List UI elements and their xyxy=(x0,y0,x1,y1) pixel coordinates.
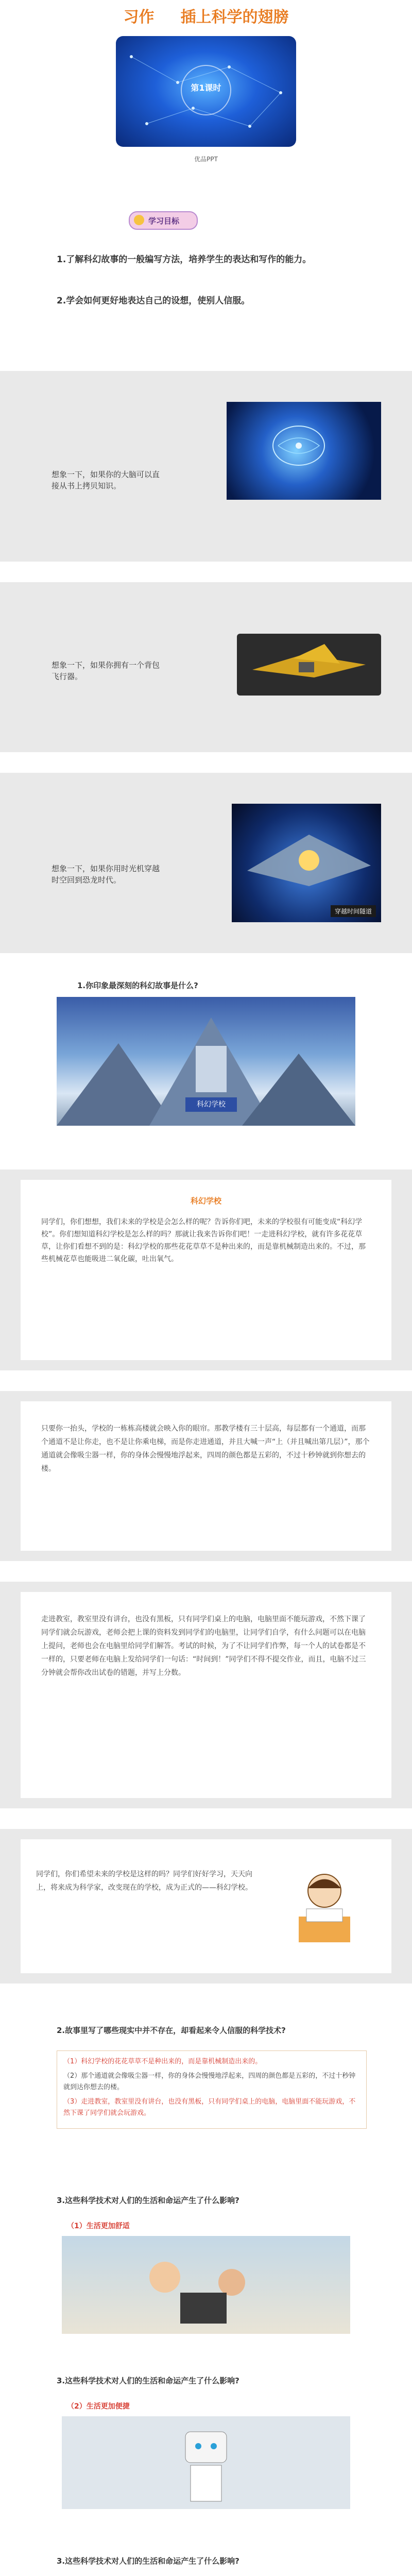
student-reading-icon xyxy=(278,1860,371,1953)
cover-title xyxy=(0,4,412,27)
sci-fi-school-image xyxy=(57,997,355,1126)
q3b-heading: 3.这些科学技术对人们的生活和命运产生了什么影响? xyxy=(57,2376,239,2385)
q3-slide-3 xyxy=(0,2545,412,2576)
q3a-label: （1）生活更加舒适 xyxy=(67,2222,130,2230)
q2-item-3: （3）走进教室，教室里没有讲台，也没有黑板，只有同学们桌上的电脑，电脑里面不能玩游戏，不然下课了同学们就会玩游戏。 xyxy=(63,2098,356,2117)
passage-slide-3 xyxy=(0,1582,412,1808)
q2-item-1: （1）科幻学校的花花草草不是种出来的，而是靠机械制造出来的。 xyxy=(63,2058,262,2065)
sci-fi-school-caption: 科幻学校 xyxy=(185,1097,237,1112)
q3-slide-2 xyxy=(0,2365,412,2519)
q3a-heading: 3.这些科学技术对人们的生活和命运产生了什么影响? xyxy=(57,2196,239,2205)
comfortable-life-image xyxy=(62,2236,350,2334)
lesson-tag: 第1课时 xyxy=(191,83,221,93)
imagine-text-1: 想象一下，如果你的大脑可以直接从书上拷贝知识。 xyxy=(52,470,160,490)
q2-heading: 2.故事里写了哪些现实中并不存在，却看起来令人信服的科学技术? xyxy=(57,2026,286,2035)
passage-slide-4 xyxy=(0,1829,412,1984)
timemachine-caption: 穿越时间隧道 xyxy=(331,905,376,917)
passage-3-text: 走进教室，教室里没有讲台，也没有黑板，只有同学们桌上的电脑，电脑里面不能玩游戏，不然下课了同学们就会玩游戏，老师会把上课的资料发到同学们的电脑里，让同学们自学，有什么问题可以在电脑上提问，老师也会在电脑里给同学们解答。考试的时候，为了不让同学们作弊，每一个人的试卷都是不一样的，只要老师在电脑上发给同学们一句话：“时间到！”同学们不得不提交作业，而且，电脑不过三分钟就会帮你改出试卷的错题，并写上分数。 xyxy=(41,1615,366,1677)
imagine-slide-1 xyxy=(0,371,412,562)
passage-4-card xyxy=(21,1839,391,1973)
cover-brand: 优品PPT xyxy=(194,156,218,163)
passage-4-text: 同学们，你们希望未来的学校是这样的吗？同学们好好学习，天天向上，将来成为科学家，改变现在的学校，成为正式的——科幻学校。 xyxy=(36,1870,252,1892)
spaceship-icon xyxy=(232,804,381,922)
imagine-slide-3 xyxy=(0,773,412,953)
q3-slide-1 xyxy=(0,2184,412,2349)
cover-slide xyxy=(0,0,412,191)
objectives-tag-label: 学习目标 xyxy=(148,216,180,226)
passage-1-text: 同学们，你们想想，我们未来的学校是会怎么样的呢？告诉你们吧，未来的学校很有可能变成“科幻学校”。你们想知道科幻学校是怎么样的吗？那就让我来告诉你们吧！一走进科幻学校，就有许多花花草草，让你们看想不到的是：科幻学校的那些花花草草不是种出来的，而是靠机械制造出来的。不过，那些机械花草也能吸进二氧化碳，吐出氧气。 xyxy=(41,1218,366,1263)
passage-1-card xyxy=(21,1180,391,1360)
brain-image xyxy=(227,402,381,500)
student-cartoon xyxy=(278,1860,371,1953)
q1-slide xyxy=(0,974,412,1149)
jetpack-icon xyxy=(237,634,381,696)
robot-graphic xyxy=(62,2416,350,2509)
passage-2-text: 只要你一抬头，学校的一栋栋高楼就会映入你的眼帘。那教学楼有三十层高，每层都有一个通道，而那个通道不是让你走，也不是让你乘电梯，而是你走进通道，并且大喊一声“上（并且喊出第几层）”，那个通道就会像吸尘器一样，你的身体会慢慢地浮起来，四周的颜色都是五彩的，不过十秒钟就到你想去的楼。 xyxy=(41,1425,370,1473)
bulb-icon xyxy=(134,215,144,225)
passage-3-card xyxy=(21,1592,391,1798)
passage-slide-1 xyxy=(0,1170,412,1370)
cover-title-prefix: 习作 xyxy=(123,8,154,26)
timemachine-image xyxy=(232,804,381,922)
cover-image xyxy=(116,36,296,147)
q2-answer-box xyxy=(57,2050,367,2129)
family-tablet-graphic xyxy=(62,2236,350,2334)
q3b-label: （2）生活更加便捷 xyxy=(67,2402,130,2411)
objective-item-2: 2.学会如何更好地表达自己的设想，使别人信服。 xyxy=(57,296,250,306)
imagine-text-3: 想象一下，如果你用时光机穿越时空回到恐龙时代。 xyxy=(52,864,160,885)
passage-2-card xyxy=(21,1401,391,1551)
passage-slide-2 xyxy=(0,1391,412,1561)
q2-slide xyxy=(0,2009,412,2164)
q3c-heading: 3.这些科学技术对人们的生活和命运产生了什么影响? xyxy=(57,2556,239,2566)
jetpack-image xyxy=(237,634,381,696)
imagine-slide-2 xyxy=(0,582,412,752)
cover-title-main: 插上科学的翅膀 xyxy=(180,8,289,26)
convenient-life-image xyxy=(62,2416,350,2509)
objectives-slide xyxy=(0,196,412,350)
q1-heading: 1.你印象最深刻的科幻故事是什么? xyxy=(77,981,198,990)
imagine-text-2: 想象一下，如果你拥有一个背包飞行器。 xyxy=(52,660,160,681)
q2-item-2: （2）那个通道就会像吸尘器一样，你的身体会慢慢地浮起来，四周的颜色都是五彩的，不过十秒钟就到达你想去的楼。 xyxy=(63,2072,356,2091)
passage-1-title: 科幻学校 xyxy=(190,1196,221,1206)
objective-item-1: 1.了解科幻故事的一般编写方法，培养学生的表达和写作的能力。 xyxy=(57,255,312,265)
objectives-tag xyxy=(129,211,198,230)
brain-icon xyxy=(227,402,381,500)
